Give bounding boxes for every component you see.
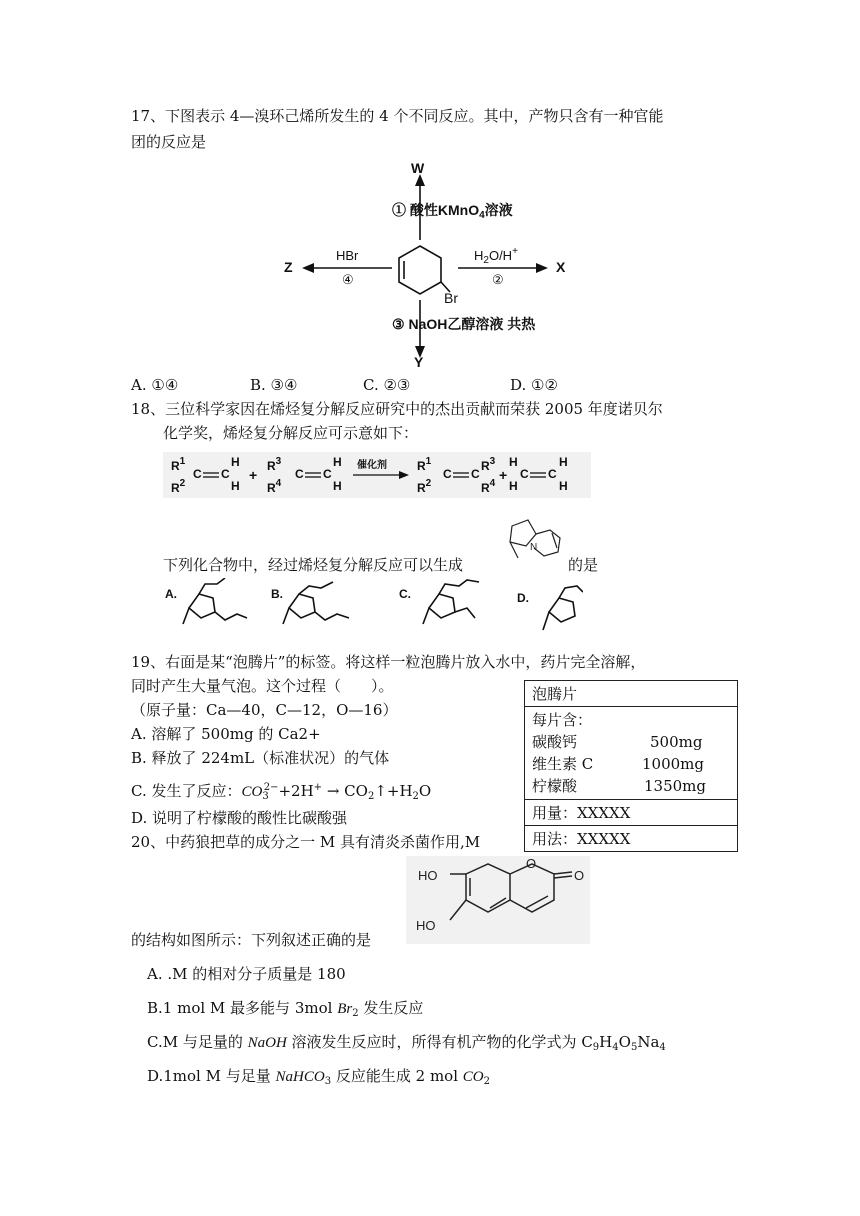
reaction-2-number: ② <box>492 272 504 287</box>
q20-c-f5: Na <box>637 1033 660 1051</box>
q18-line1: 18、三位科学家因在烯烃复分解反应研究中的杰出贡献而荣获 2005 年度诺贝尔 <box>131 400 663 418</box>
coumarin-svg <box>406 856 590 944</box>
ring-oxygen: O <box>526 856 537 871</box>
choice-c-label: C. <box>399 587 411 601</box>
q19-option-c <box>131 776 431 809</box>
q20-c-f3: O <box>618 1033 631 1051</box>
q19-option-d: D. 说明了柠檬酸的酸性比碳酸强 <box>131 809 348 827</box>
r2-mid: O/H <box>488 248 513 263</box>
q17-option-d: D. ①② <box>510 376 558 394</box>
carbonyl-oxygen: O <box>574 868 585 883</box>
q19-line3: （原子量：Ca—40，C—12，O—16） <box>131 701 398 719</box>
q19-c-prefix: C. 发生了反应： <box>131 782 242 800</box>
h-6: H <box>509 479 518 493</box>
carbon-7: C <box>520 467 529 481</box>
q20-option-a: A. .M 的相对分子质量是 180 <box>147 965 346 983</box>
carbon-8: C <box>548 467 557 481</box>
h-4: H <box>333 479 342 493</box>
q20-c-f2: 4 <box>612 1042 619 1053</box>
label-title: 泡腾片 <box>525 681 738 707</box>
q20-d-sub2: 2 <box>483 1076 490 1087</box>
q20-b-pre: B.1 mol M 最多能与 3mol <box>147 999 338 1017</box>
q20-c-pre: C.M 与足量的 <box>147 1033 248 1051</box>
r4-product: $R^4$ <box>481 478 496 495</box>
product-x: X <box>556 259 566 275</box>
q20-line1: 20、中药狼把草的成分之一 M 具有清炎杀菌作用,M <box>131 833 481 851</box>
carbon-2: C <box>221 467 230 481</box>
eq-sup2: 2− <box>263 782 279 793</box>
r2-product: $R^2$ <box>417 478 432 495</box>
h-1: H <box>231 455 240 469</box>
r3-group: $R^3$ <box>267 456 282 473</box>
reaction-2-reagent <box>474 246 518 266</box>
q20-c-post: 溶液发生反应时，所得有机产物的化学式为 C <box>286 1033 593 1051</box>
q17-option-b: B. ③④ <box>250 376 298 394</box>
eq-co: CO <box>241 784 263 800</box>
q18-line2: 化学奖，烯烃复分解反应可示意如下： <box>163 424 419 442</box>
q20-d-nahco: NaHCO <box>275 1069 325 1085</box>
q17-option-c: C. ②③ <box>363 376 411 394</box>
choice-d-label: D. <box>517 591 529 605</box>
eq-up: ↑ <box>374 782 387 800</box>
r2-sub: 2 <box>483 255 489 266</box>
r1-product: $R^1$ <box>417 456 432 473</box>
q17-line1: 17、下图表示 4—溴环己烯所发生的 4 个不同反应。其中，产物只含有一种官能 <box>131 107 664 125</box>
reaction-4-reagent: HBr <box>336 248 359 263</box>
q20-c-f4: 5 <box>630 1042 638 1053</box>
h-3: H <box>333 455 342 469</box>
carbon-4: C <box>323 467 332 481</box>
eq-sub2b: 2 <box>412 791 419 802</box>
eq-arrow: → CO <box>322 782 368 800</box>
choice-b-label: B. <box>271 587 283 601</box>
h-8: H <box>559 479 568 493</box>
reaction-1-tail: 溶液 <box>484 202 513 218</box>
reaction-4-number: ④ <box>342 272 354 287</box>
label-contents <box>525 707 738 800</box>
q17-line2: 团的反应是 <box>131 133 207 151</box>
q20-c-naoh: NaOH <box>247 1035 287 1051</box>
r2-group: $R^2$ <box>171 478 186 495</box>
product-w: W <box>411 160 425 176</box>
q20-d-pre: D.1mol M 与足量 <box>147 1067 276 1085</box>
q20-line2: 的结构如图所示：下列叙述正确的是 <box>131 931 372 949</box>
reaction-1-label <box>392 200 513 221</box>
bromocyclohexene-diagram <box>280 160 590 372</box>
q20-d-mid: 反应能生成 2 mol <box>331 1067 463 1085</box>
reaction-3-number: ③ <box>392 316 405 332</box>
h-7: H <box>559 455 568 469</box>
label-dosage: 用量：XXXXX <box>525 800 738 826</box>
q20-c-f0: 9 <box>592 1042 600 1053</box>
reaction-1-number: ① <box>392 202 406 218</box>
q18-choice-structures <box>163 578 583 640</box>
r2-h: H <box>474 248 484 263</box>
q20-b-post: 发生反应 <box>358 999 424 1017</box>
label-item-2: 维生素 C 1000mg <box>532 755 704 773</box>
eq-tail: +H <box>386 782 413 800</box>
label-item-1: 碳酸钙 500mg <box>532 733 703 751</box>
plus-1: + <box>249 467 258 483</box>
carbon-5: C <box>443 467 452 481</box>
r4-group: $R^4$ <box>267 478 282 495</box>
r3-product: $R^3$ <box>481 456 496 473</box>
q20-c-f6: 4 <box>659 1042 666 1053</box>
q20-option-c <box>147 1030 666 1060</box>
carbon-1: C <box>193 467 202 481</box>
q19-option-b: B. 释放了 224mL（标准状况）的气体 <box>131 749 390 767</box>
h-5: H <box>509 455 518 469</box>
hydroxy-label-1: HO <box>418 868 438 883</box>
eq-sub2: 2 <box>367 791 375 802</box>
h-2: H <box>231 479 240 493</box>
choice-a-label: A. <box>165 587 177 601</box>
q18-line3b: 的是 <box>568 556 599 574</box>
effervescent-label-box <box>524 680 738 852</box>
reaction-1-subscript: 4 <box>479 210 485 221</box>
reaction-3-reagent: NaOH乙醇溶液 共热 <box>408 316 536 332</box>
metathesis-scheme <box>163 452 591 498</box>
plus-2: + <box>499 467 508 483</box>
q17-reaction-diagram <box>280 160 590 372</box>
r1-group: $R^1$ <box>171 456 186 473</box>
q18-line3a: 下列化合物中，经过烯烃复分解反应可以生成 <box>163 556 464 574</box>
q20-b-br: Br <box>337 1001 353 1017</box>
q20-option-d <box>147 1064 490 1094</box>
br-label: Br <box>444 290 458 306</box>
eq-sub3: 3 <box>262 791 269 802</box>
q20-d-sub: 3 <box>324 1076 332 1087</box>
label-usage: 用法：XXXXX <box>525 826 738 852</box>
target-bicyclic-structure <box>498 512 568 572</box>
product-z: Z <box>284 259 293 275</box>
eq-supplus: + <box>313 782 323 793</box>
q20-b-sub: 2 <box>352 1008 359 1019</box>
r2-sup: + <box>512 246 518 257</box>
q17-option-a: A. ①④ <box>131 376 179 394</box>
label-each: 每片含： <box>532 711 593 729</box>
q19-line1: 19、右面是某“泡腾片”的标签。将这样一粒泡腾片放入水中，药片完全溶解， <box>131 653 646 671</box>
q20-d-co: CO <box>462 1069 484 1085</box>
q20-c-f1: H <box>599 1033 613 1051</box>
eq-o: O <box>418 782 432 800</box>
choice-structures-svg <box>163 578 583 640</box>
hydroxy-label-2: HO <box>416 918 436 933</box>
target-n-atom: N <box>530 542 538 553</box>
catalyst-label: 催化剂 <box>357 460 387 471</box>
q19-option-a: A. 溶解了 500mg 的 Ca2+ <box>131 725 321 743</box>
eq-plus: +2H <box>278 782 314 800</box>
product-y: Y <box>414 354 424 370</box>
q19-line2: 同时产生大量气泡。这个过程（ ）。 <box>131 677 394 695</box>
reaction-3-label <box>392 314 535 334</box>
label-item-3: 柠檬酸 1350mg <box>532 777 706 795</box>
carbon-3: C <box>295 467 304 481</box>
reaction-1-reagent: 酸性KMnO <box>409 202 480 218</box>
coumarin-structure <box>406 856 590 944</box>
q20-option-b <box>147 996 423 1026</box>
carbon-6: C <box>471 467 480 481</box>
target-structure-svg <box>498 512 568 572</box>
